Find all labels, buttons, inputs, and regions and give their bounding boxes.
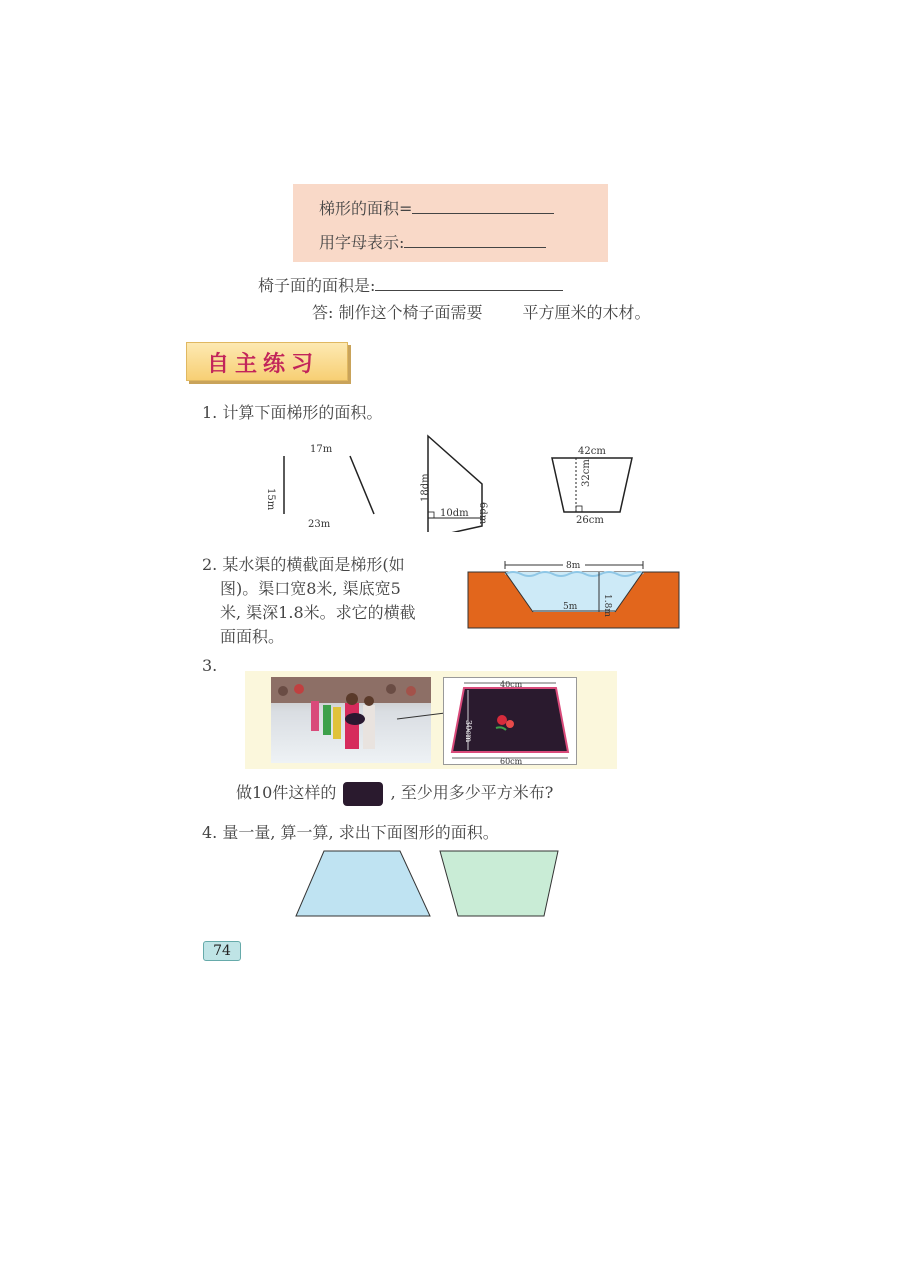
q2-line-1: 2. 某水渠的横截面是梯形(如 xyxy=(202,555,405,574)
q1-fig3-bottom-label: 26cm xyxy=(576,515,604,526)
section-title: 自主练习 xyxy=(207,352,320,377)
q1-fig2-base-label: 10dm xyxy=(440,508,469,519)
canal-top-label: 8m xyxy=(566,561,581,571)
answer-line xyxy=(312,300,651,323)
cloth-inset xyxy=(443,677,577,765)
cloth-height-label: 30cm xyxy=(464,720,473,743)
chair-area-line xyxy=(258,273,563,296)
formula-letter-label: 用字母表示: xyxy=(319,233,405,252)
answer-blank[interactable] xyxy=(412,213,554,214)
q3-text-after: , 至少用多少平方米布? xyxy=(390,783,554,802)
q1-fig3-height-label: 32cm xyxy=(581,459,592,487)
q2-text xyxy=(202,553,416,649)
q4-trapezoid-green xyxy=(440,851,558,916)
q2-line-3: 米, 渠深1.8米。求它的横截 xyxy=(220,603,416,622)
q1-fig3-top-label: 42cm xyxy=(578,446,606,457)
q1-trapezoid-3 xyxy=(552,446,632,526)
q1-fig2-left-label: 18dm xyxy=(420,473,431,502)
q1-figures xyxy=(260,432,660,532)
chair-area-label: 椅子面的面积是: xyxy=(258,276,376,295)
q3-number: 3. xyxy=(202,656,218,675)
q4-text: 4. 量一量, 算一算, 求出下面图形的面积。 xyxy=(202,823,499,842)
q1-fig1-bottom-label: 23m xyxy=(308,519,331,530)
q2-line-2: 图)。渠口宽8米, 渠底宽5 xyxy=(220,579,401,598)
q1-fig1-top-label: 17m xyxy=(310,444,333,455)
formula-area-label: 梯形的面积= xyxy=(319,199,413,218)
formula-area-line xyxy=(319,196,554,219)
canal-bottom-label: 5m xyxy=(563,602,578,612)
cloth-top-label: 40cm xyxy=(500,680,523,689)
answer-blank[interactable] xyxy=(404,247,546,248)
q3-text-before: 做10件这样的 xyxy=(236,783,337,802)
q1-text: 1. 计算下面梯形的面积。 xyxy=(202,403,383,422)
q1-trapezoid-1 xyxy=(265,444,374,530)
answer-prefix: 答: 制作这个椅子面需要 xyxy=(312,303,483,322)
page-number: 74 xyxy=(203,941,241,961)
formula-box xyxy=(293,184,608,262)
canal-depth-label: 1.8m xyxy=(602,594,612,617)
section-banner xyxy=(186,342,348,381)
canal-figure xyxy=(467,558,681,630)
q1-fig1-height-label: 15m xyxy=(265,488,276,511)
q2-line-4: 面面积。 xyxy=(220,627,285,646)
q3-figure-panel xyxy=(245,671,617,769)
q1-trapezoid-2 xyxy=(420,436,488,532)
formula-letter-line xyxy=(319,230,546,253)
cloth-bottom-label: 60cm xyxy=(500,757,523,764)
q1-fig2-right-label: 6dm xyxy=(477,502,488,525)
q4-trapezoid-blue xyxy=(296,851,430,916)
q3-question xyxy=(236,780,553,806)
answer-blank[interactable] xyxy=(375,290,563,291)
q4-figures xyxy=(294,848,564,920)
cloth-thumbnail-icon xyxy=(343,782,383,806)
answer-suffix: 平方厘米的木材。 xyxy=(522,303,651,322)
